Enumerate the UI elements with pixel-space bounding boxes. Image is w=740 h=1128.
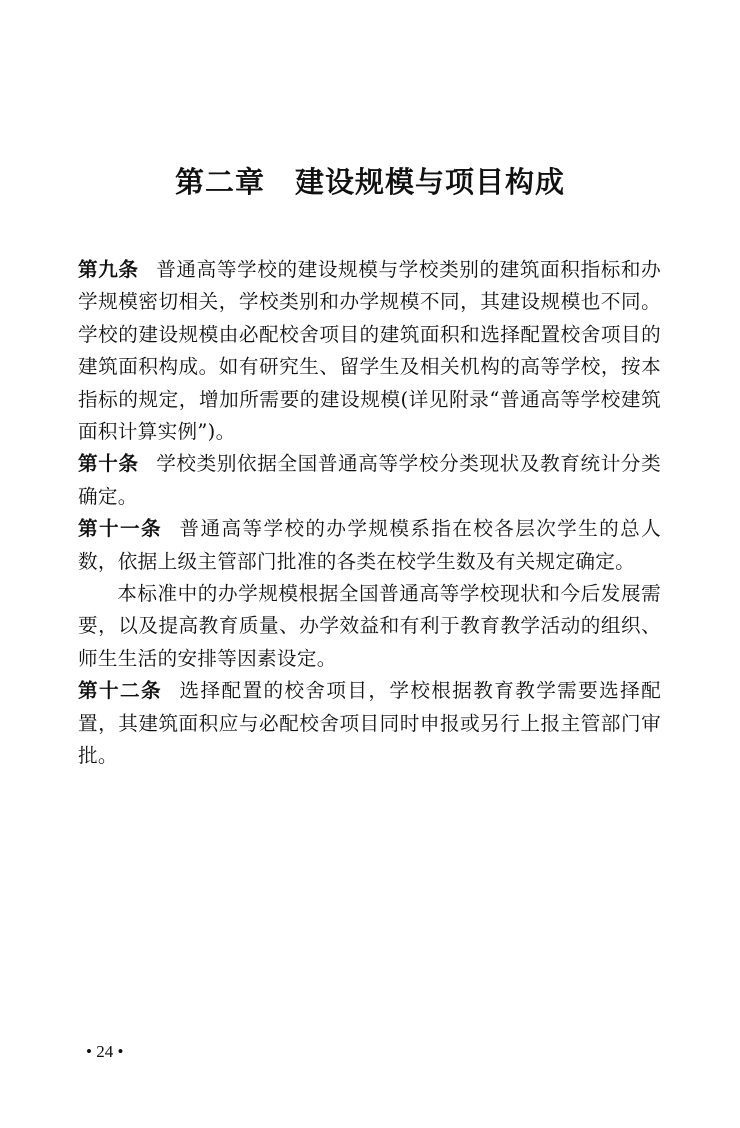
- article-10: [78, 448, 661, 513]
- article-12: [78, 675, 661, 772]
- page-number: • 24 •: [86, 1042, 124, 1061]
- article-label: 第九条: [78, 258, 139, 281]
- article-label: 第十二条: [78, 679, 162, 703]
- article-label: 第十条: [78, 452, 139, 476]
- article-text: 学校类别依据全国普通高等学校分类现状及教育统计分类确定。: [78, 452, 661, 508]
- article-11: [78, 513, 661, 578]
- article-text: 普通高等学校的建设规模与学校类别的建筑面积指标和办学规模密切相关，学校类别和办学规模不同，其建设规模也不同。学校的建设规模由必配校舍项目的建筑面积和选择配置校舍项目的建筑面积构成。如有研究生、留学生及相关机构的高等学校，按本指标的规定，增加所需要的建设规模(详见附录“普通高等学校建筑面积计算实例”)。: [78, 258, 661, 444]
- article-11-continuation: [78, 578, 661, 675]
- article-9: [78, 254, 661, 448]
- body-text: [78, 254, 661, 773]
- chapter-title: 第二章 建设规模与项目构成: [174, 165, 565, 199]
- paragraph-text: 本标准中的办学规模根据全国普通高等学校现状和今后发展需要，以及提高教育质量、办学效益和有利于教育教学活动的组织、师生生活的安排等因素设定。: [78, 582, 661, 670]
- article-label: 第十一条: [78, 517, 162, 541]
- article-text: 选择配置的校舍项目，学校根据教育教学需要选择配置，其建筑面积应与必配校舍项目同时申报或另行上报主管部门审批。: [78, 679, 661, 768]
- article-text: 普通高等学校的办学规模系指在校各层次学生的总人数，依据上级主管部门批准的各类在校学生数及有关规定确定。: [78, 517, 661, 573]
